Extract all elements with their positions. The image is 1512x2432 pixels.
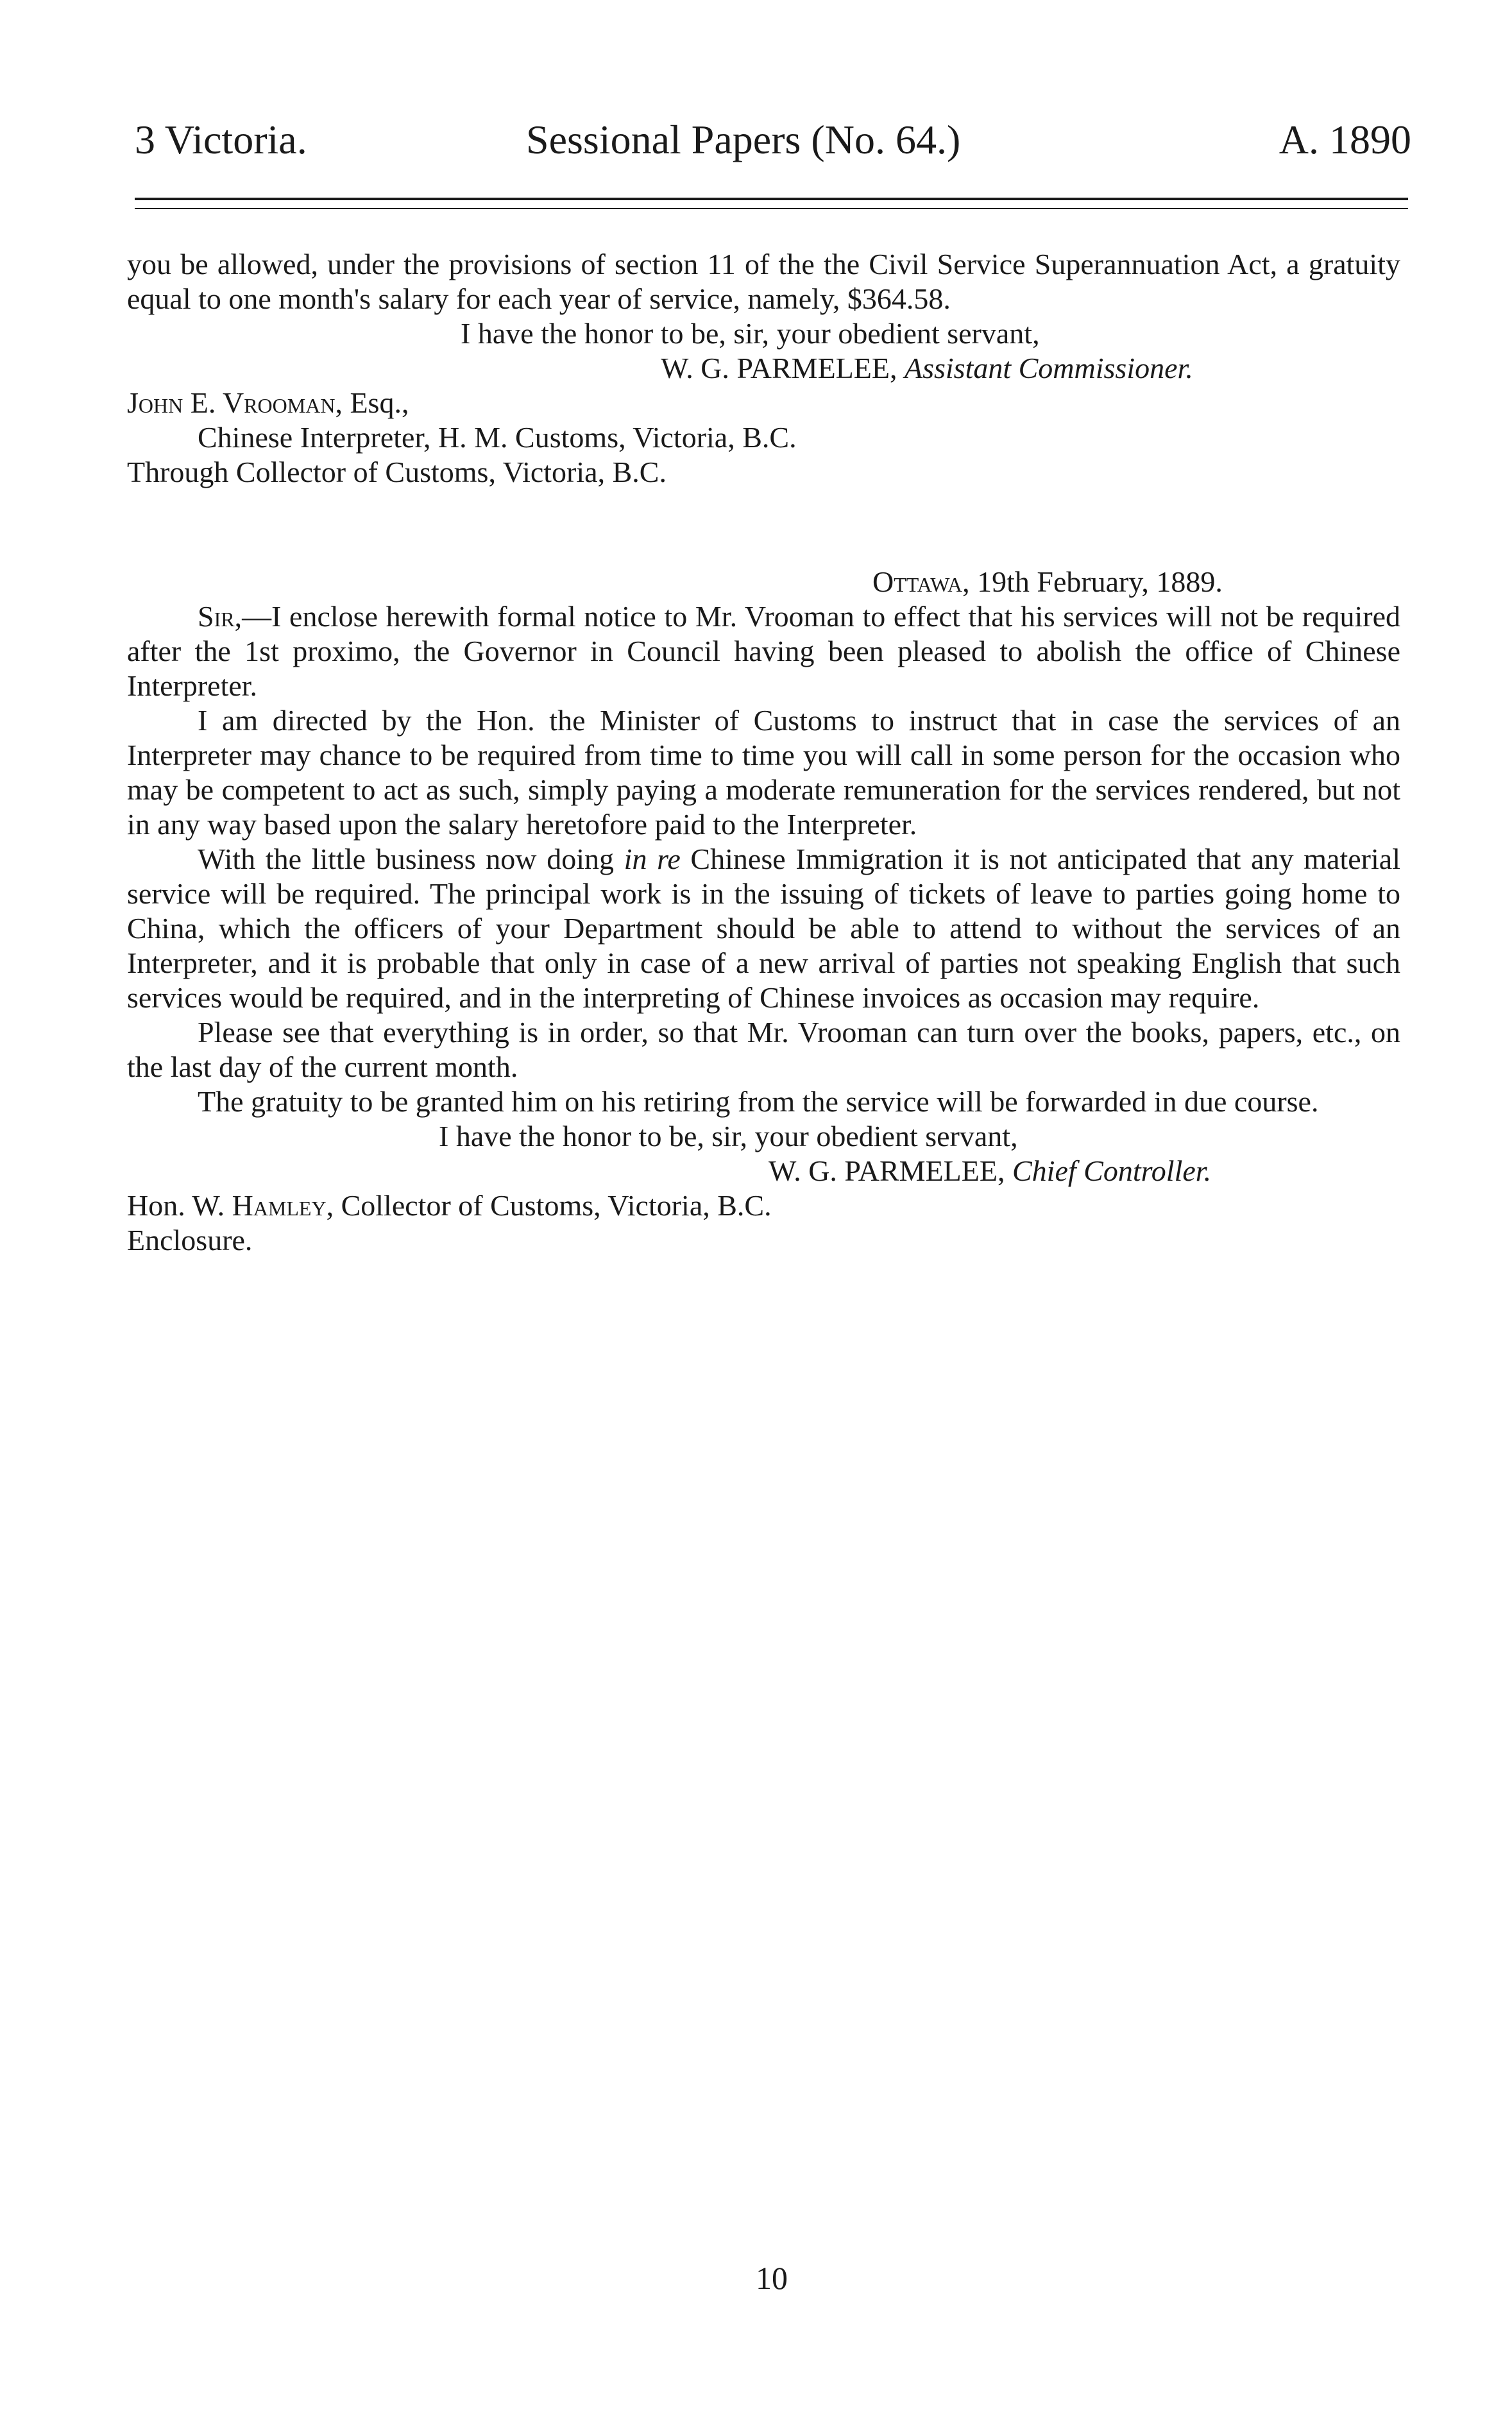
letter-2: [127, 565, 1400, 1258]
letter-1-signature-title: Assistant Commissioner.: [904, 352, 1193, 384]
header-volume: 3 Victoria.: [135, 117, 307, 162]
letter-1: [127, 247, 1400, 490]
letter-2-recipient: [127, 1188, 1400, 1223]
letter-2-paragraph-4: Please see that everything is in order, so that Mr. Vrooman can turn over the books, papers, etc., on the last day of the current month.: [127, 1016, 1400, 1083]
page-header: [135, 114, 1411, 166]
letter-2-dateline-date: , 19th February, 1889.: [962, 565, 1223, 598]
letter-1-via: Through Collector of Customs, Victoria, B.C.: [127, 456, 667, 488]
letter-1-recipient-address: Chinese Interpreter, H. M. Customs, Victoria, B.C.: [198, 421, 797, 454]
letter-1-recipient: [127, 386, 1400, 420]
letter-1-signature-name: W. G. PARMELEE,: [661, 352, 897, 384]
letter-2-paragraph-1-text: —I enclose herewith formal notice to Mr. Vrooman to effect that his services will not be required after the 1st proximo, the Governor in Council having been pleased to abolish the office of Chinese Interpreter.: [127, 600, 1400, 702]
letter-2-signature-name: W. G. PARMELEE,: [769, 1154, 1005, 1187]
header-rule-thin: [135, 208, 1408, 209]
letter-2-signature: [127, 1154, 1400, 1188]
letter-2-dateline: [127, 565, 1400, 599]
letter-2-paragraph-3-latin: in re: [624, 843, 681, 875]
header-year: A. 1890: [1278, 117, 1411, 162]
letter-2-closing: I have the honor to be, sir, your obedient servant,: [439, 1120, 1018, 1152]
letter-1-body: you be allowed, under the provisions of section 11 of the the Civil Service Superannuation Act, a gratuity equal to one month's salary for each year of service, namely, $364.58.: [127, 248, 1400, 315]
letter-2-paragraph-1: [127, 599, 1400, 703]
letter-2-paragraph-3-start: With the little business now doing: [198, 843, 624, 875]
letter-2-recipient-prefix: Hon. W.: [127, 1189, 232, 1222]
letter-2-paragraph-3: [127, 842, 1400, 1015]
letter-1-recipient-suffix: , Esq.,: [335, 386, 409, 419]
letter-2-recipient-name: Hamley: [232, 1189, 327, 1222]
letter-2-dateline-place: Ottawa: [872, 565, 963, 598]
header-title: Sessional Papers (No. 64.): [526, 117, 961, 162]
letter-2-salutation: Sir,: [198, 600, 242, 633]
letter-2-paragraph-5: The gratuity to be granted him on his retiring from the service will be forwarded in due course.: [198, 1085, 1319, 1118]
letter-2-recipient-suffix: , Collector of Customs, Victoria, B.C.: [326, 1189, 772, 1222]
page-number: 10: [756, 2260, 788, 2296]
letter-2-paragraph-2: I am directed by the Hon. the Minister of Customs to instruct that in case the services of an Interpreter may chance to be required from time to time you will call in some person for the occasion who may be competent to act as such, simply paying a moderate remuneration for the services rendered, but not in any way based upon the salary heretofore paid to the Interpreter.: [127, 704, 1400, 841]
letter-1-closing: I have the honor to be, sir, your obedient servant,: [461, 317, 1040, 350]
letter-2-signature-title: Chief Controller.: [1012, 1154, 1212, 1187]
letter-2-enclosure: Enclosure.: [127, 1224, 253, 1256]
letter-1-recipient-name: John E. Vrooman: [127, 386, 336, 419]
letter-2-paragraph-3-end: Chinese Immigration it is not anticipated that any material service will be required. The principal work is in the issuing of tickets of leave to parties going home to China, which the officers of your Department should be able to attend to without the services of an Interpreter, and it is probable that only in case of a new arrival of parties not speaking English that such services would be required, and in the interpreting of Chinese invoices as occasion may require.: [127, 843, 1400, 1014]
header-rule-thick: [135, 198, 1408, 200]
letter-1-signature: [127, 351, 1400, 386]
